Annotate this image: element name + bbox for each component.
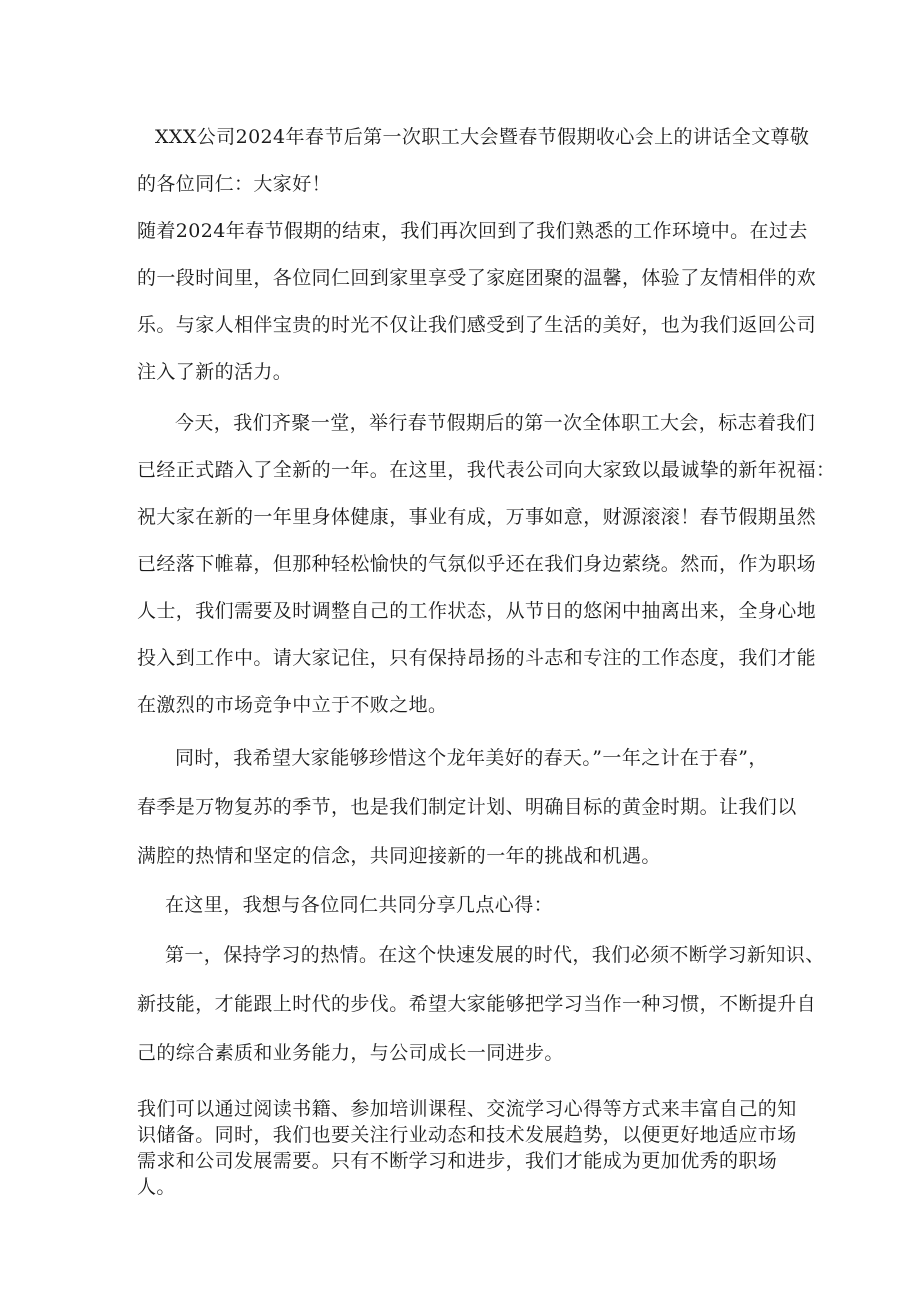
paragraph-2-line-3: 祝大家在新的一年里身体健康，事业有成，万事如意，财源滚滚！春节假期虽然 <box>137 506 817 528</box>
paragraph-2-line-5: 人士，我们需要及时调整自己的工作状态，从节日的悠闲中抽离出来，全身心地 <box>137 600 817 622</box>
paragraph-5-line-3: 己的综合素质和业务能力，与公司成长一同进步。 <box>137 1042 564 1064</box>
title-line-2: 的各位同仁：大家好！ <box>137 173 332 195</box>
paragraph-2-line-4: 已经落下帷幕，但那种轻松愉快的气氛似乎还在我们身边萦绕。然而，作为职场 <box>137 553 817 575</box>
paragraph-1-line-2: 的一段时间里，各位同仁回到家里享受了家庭团聚的温馨，体验了友情相伴的欢 <box>137 267 817 289</box>
paragraph-5-line-2: 新技能，才能跟上时代的步伐。希望大家能够把学习当作一种习惯，不断提升自 <box>137 993 817 1015</box>
paragraph-3-line-2: 春季是万物复苏的季节，也是我们制定计划、明确目标的黄金时期。让我们以 <box>137 796 797 818</box>
title-line-1: XXX公司2024年春节后第一次职工大会暨春节假期收心会上的讲话全文尊敬 <box>155 126 810 148</box>
paragraph-1-line-3: 乐。与家人相伴宝贵的时光不仅让我们感受到了生活的美好，也为我们返回公司 <box>137 314 817 336</box>
paragraph-6 <box>137 1096 797 1200</box>
paragraph-2-line-2: 已经正式踏入了全新的一年。在这里，我代表公司向大家致以最诚挚的新年祝福： <box>137 459 836 481</box>
paragraph-2-line-6: 投入到工作中。请大家记住，只有保持昂扬的斗志和专注的工作态度，我们才能 <box>137 647 817 669</box>
paragraph-3-line-1: 同时，我希望大家能够珍惜这个龙年美好的春天。”一年之计在于春”， <box>175 747 768 769</box>
paragraph-4: 在这里，我想与各位同仁共同分享几点心得： <box>165 894 554 916</box>
paragraph-2-line-1: 今天，我们齐聚一堂，举行春节假期后的第一次全体职工大会，标志着我们 <box>175 412 816 434</box>
paragraph-6-text: 我们可以通过阅读书籍、参加培训课程、交流学习心得等方式来丰富自己的知识储备。同时，我们也要关注行业动态和技术发展趋势，以便更好地适应市场需求和公司发展需要。只有不断学习和进步，我们才能成为更加优秀的职场人。 <box>137 1098 797 1198</box>
paragraph-5-line-1: 第一，保持学习的热情。在这个快速发展的时代，我们必须不断学习新知识、 <box>165 944 825 966</box>
paragraph-1-line-4: 注入了新的活力。 <box>137 361 293 383</box>
paragraph-2-line-7: 在激烈的市场竞争中立于不败之地。 <box>137 694 448 716</box>
paragraph-3-line-3: 满腔的热情和坚定的信念，共同迎接新的一年的挑战和机遇。 <box>137 845 661 867</box>
paragraph-1-line-1: 随着2024年春节假期的结束，我们再次回到了我们熟悉的工作环境中。在过去 <box>137 220 808 242</box>
